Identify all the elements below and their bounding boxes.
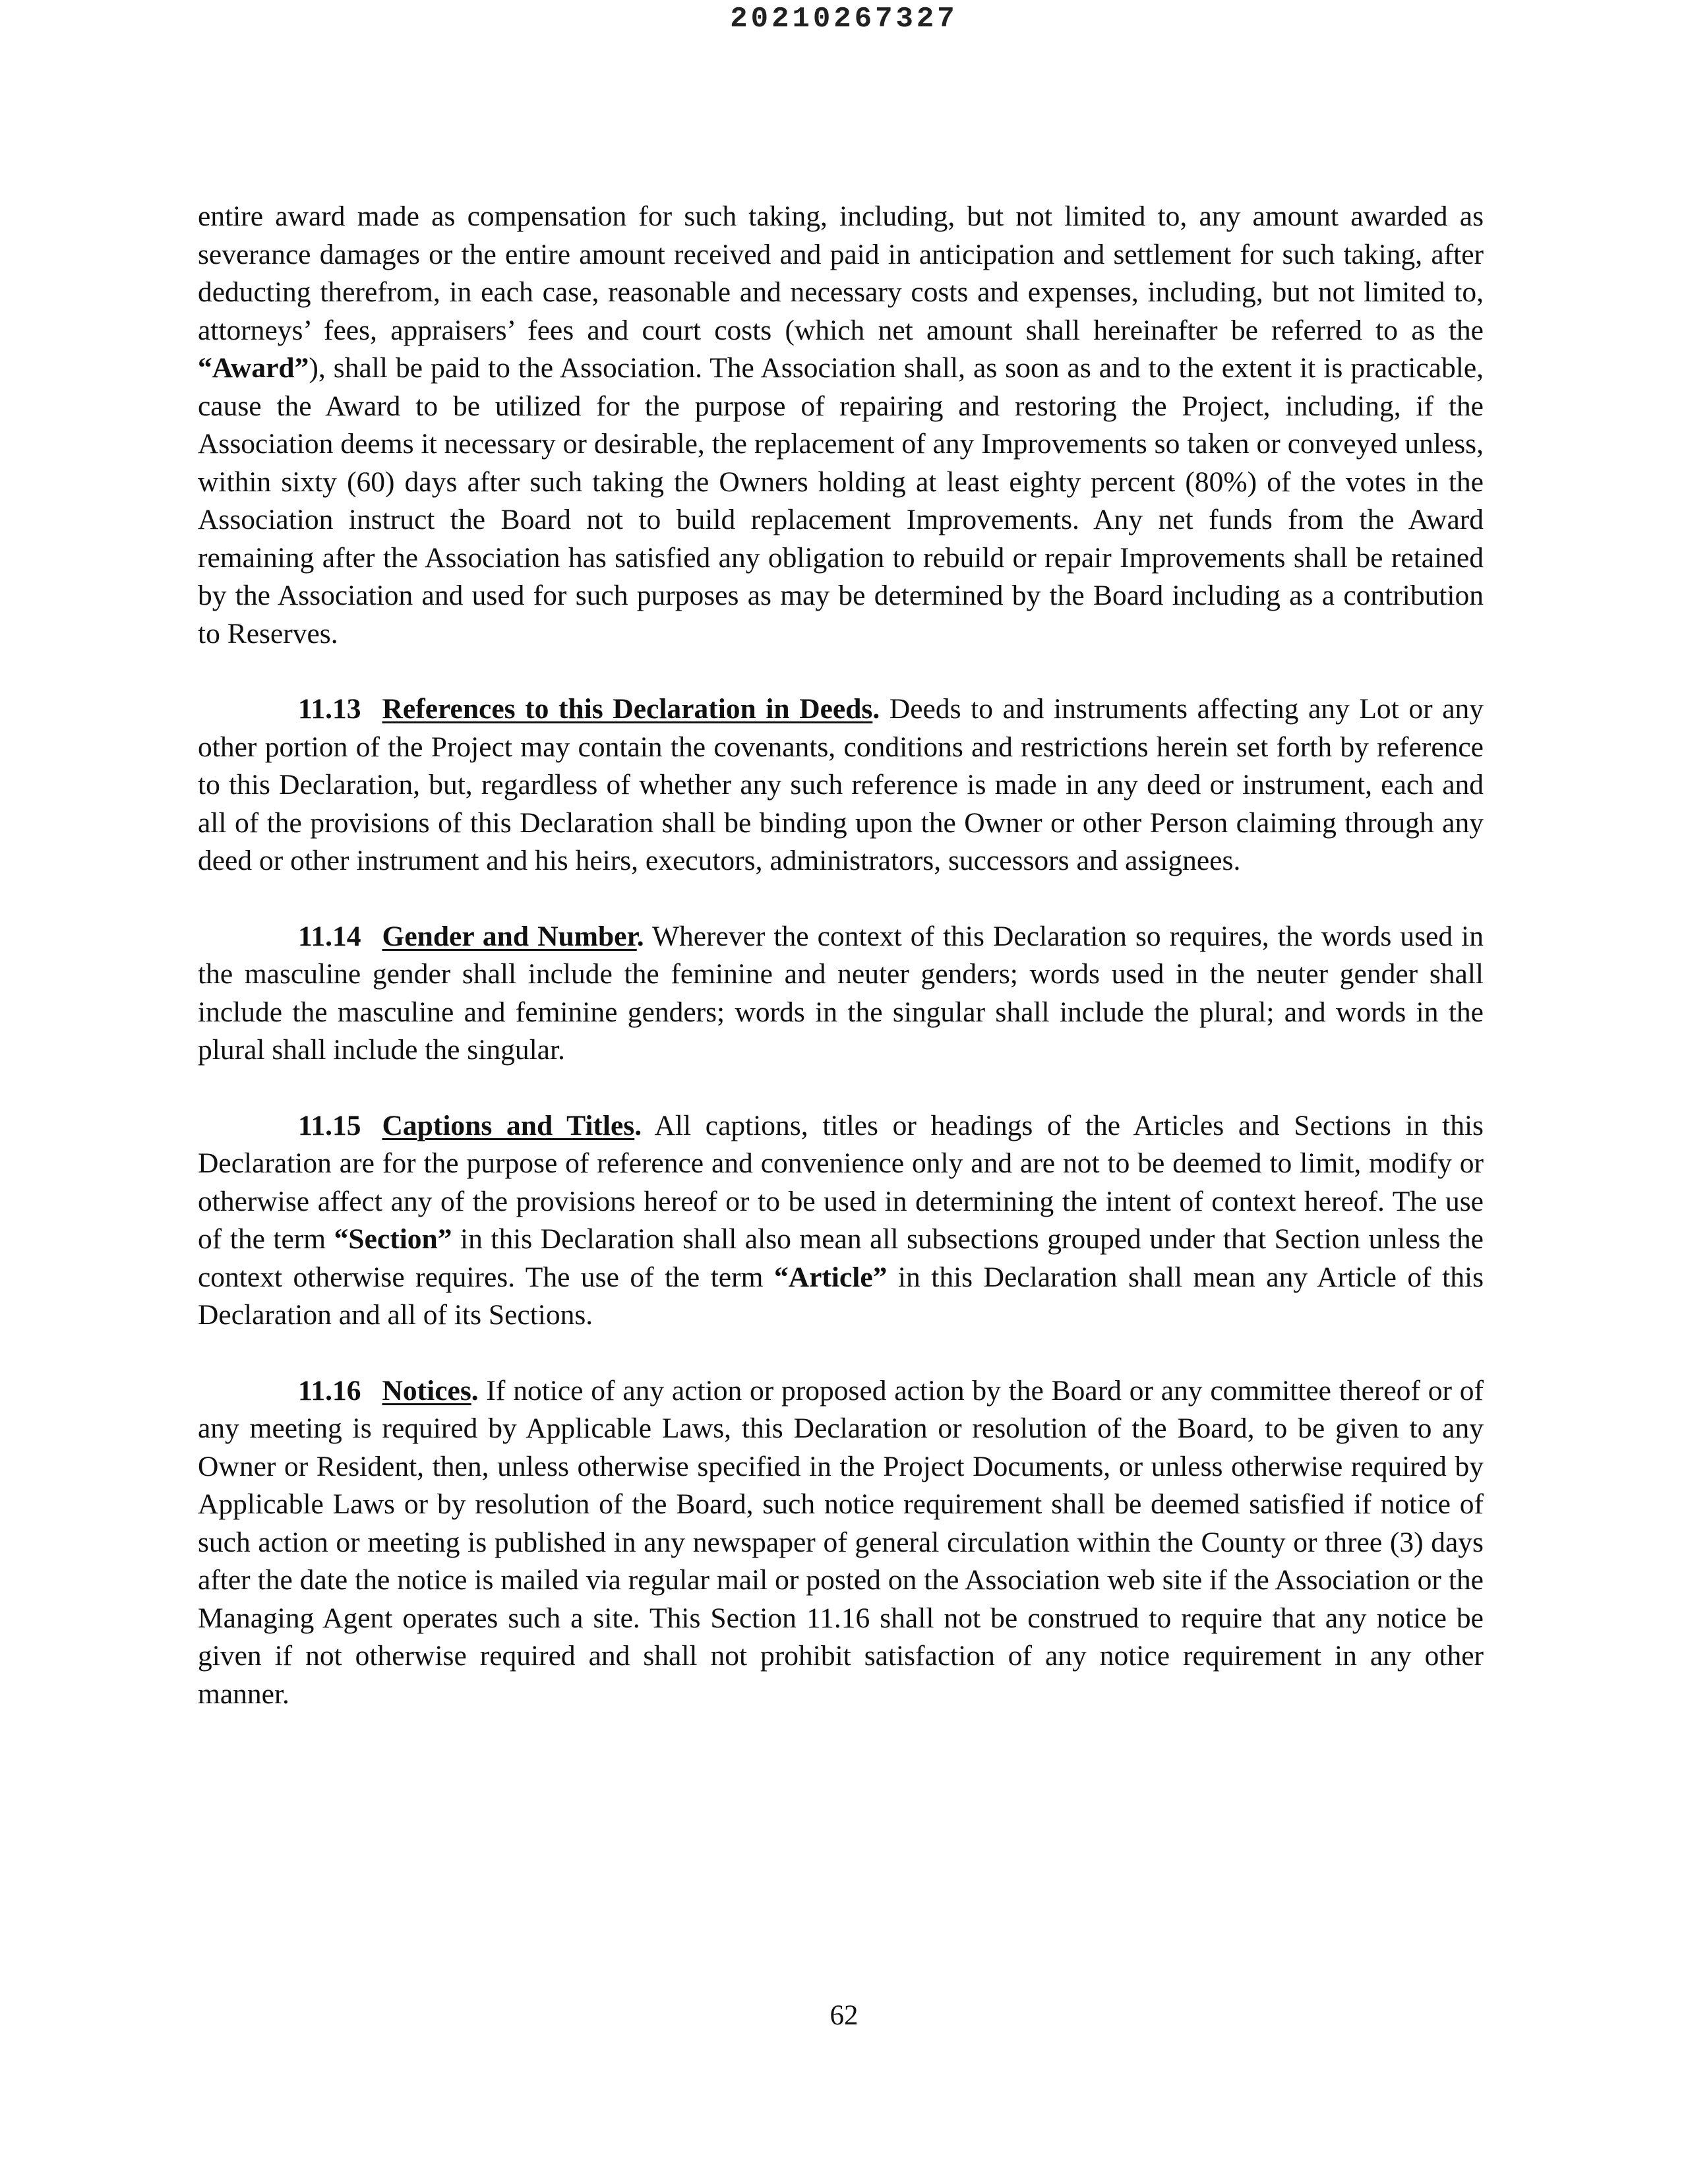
section-11-13	[198, 690, 1484, 880]
page-body	[198, 198, 1484, 1751]
page-number: 62	[829, 2000, 859, 2031]
defined-term-article: “Article”	[773, 1261, 888, 1293]
section-text: If notice of any action or proposed action by the Board or any committee thereof or of any meeting is required by Applicable Laws, this Declaration or resolution of the Board, to be given to any Owner or Resident, then, unless otherwise specified in the Project Documents, or unless otherwise required by Applicable Laws or by resolution of the Board, such notice requirement shall be deemed satisfied if notice of such action or meeting is published in any newspaper of general circulation within the County or three (3) days after the date the notice is mailed via regular mail or posted on the Association web site if the Association or the Managing Agent operates such a site. This Section 11.16 shall not be construed to require that any notice be given if not otherwise required and shall not prohibit satisfaction of any notice requirement in any other manner.	[198, 1374, 1484, 1710]
paragraph-text: entire award made as compensation for such taking, including, but not limited to, any amount awarded as severance damages or the entire amount received and paid in anticipation and settlement for such taking, after deducting therefrom, in each case, reasonable and necessary costs and expenses, including, but not limited to, attorneys’ fees, appraisers’ fees and court costs (which net amount shall hereinafter be referred to as the	[198, 200, 1484, 346]
section-number: 11.13	[298, 693, 361, 725]
section-text: in this Declaration shall also mean all subsections grouped under that Section unless the context otherwise requires. The use of the term	[198, 1223, 1484, 1293]
section-11-16	[198, 1372, 1484, 1714]
defined-term-section: “Section”	[334, 1223, 452, 1255]
section-title: References to this Declaration in Deeds	[382, 693, 873, 725]
section-11-15	[198, 1107, 1484, 1335]
section-title-period: .	[636, 920, 644, 952]
section-title-period: .	[471, 1374, 479, 1407]
section-text: in this Declaration shall mean any Article of this Declaration and all of its Sections.	[198, 1261, 1484, 1331]
section-title-period: .	[634, 1109, 642, 1141]
section-11-14	[198, 918, 1484, 1070]
paragraph-award	[198, 198, 1484, 653]
section-text: All captions, titles or headings of the Articles and Sections in this Declaration are for the purpose of reference and convenience only and are not to be deemed to limit, modify or otherwise affect any of the provisions hereof or to be used in determining the intent of context hereof. The use of the term	[198, 1109, 1484, 1255]
section-title: Gender and Number	[382, 920, 637, 952]
section-number: 11.16	[298, 1374, 361, 1407]
section-number: 11.14	[298, 920, 361, 952]
document-number: 20210267327	[730, 3, 958, 36]
section-text: Deeds to and instruments affecting any Lot or any other portion of the Project may contain the covenants, conditions and restrictions herein set forth by reference to this Declaration, but, regardless of whether any such reference is made in any deed or instrument, each and all of the provisions of this Declaration shall be binding upon the Owner or other Person claiming through any deed or other instrument and his heirs, executors, administrators, successors and assignees.	[198, 693, 1484, 876]
section-text: Wherever the context of this Declaration so requires, the words used in the masculine gender shall include the feminine and neuter genders; words used in the neuter gender shall include the masculine and feminine genders; words in the singular shall include the plural; and words in the plural shall include the singular.	[198, 920, 1484, 1066]
section-title: Captions and Titles	[382, 1109, 635, 1141]
section-number: 11.15	[298, 1109, 361, 1141]
section-title-period: .	[872, 693, 880, 725]
defined-term-award: “Award”	[198, 352, 309, 384]
paragraph-text: ), shall be paid to the Association. The Association shall, as soon as and to the extent it is practicable, cause the Award to be utilized for the purpose of repairing and restoring the Project, including, if the Association deems it necessary or desirable, the replacement of any Improvements so taken or conveyed unless, within sixty (60) days after such taking the Owners holding at least eighty percent (80%) of the votes in the Association instruct the Board not to build replacement Improvements. Any net funds from the Award remaining after the Association has satisfied any obligation to rebuild or repair Improvements shall be retained by the Association and used for such purposes as may be determined by the Board including as a contribution to Reserves.	[198, 352, 1484, 650]
section-title: Notices	[382, 1374, 471, 1407]
